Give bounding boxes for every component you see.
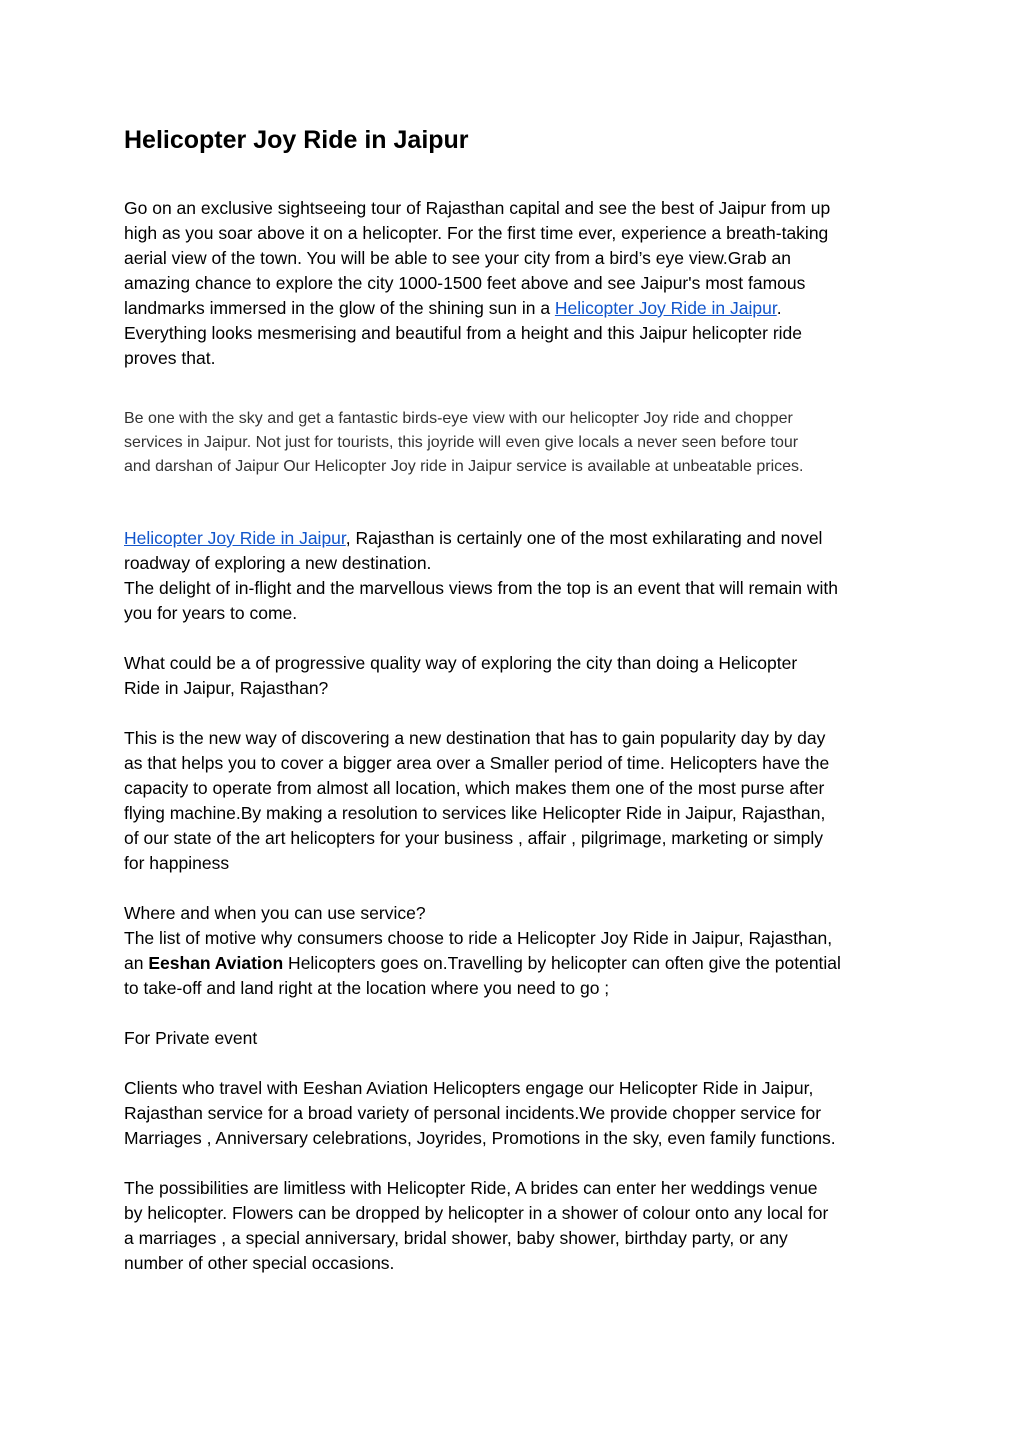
intro-line: amazing chance to explore the city 1000-1500 feet above and see Jaipur's most famous: [124, 273, 806, 293]
clients-line: Clients who travel with Eeshan Aviation Helicopters engage our Helicopter Ride in Jaipur,: [124, 1078, 814, 1098]
sky-line: services in Jaipur. Not just for tourists, this joyride will even give locals a never seen before tour: [124, 434, 799, 451]
clients-line: Marriages , Anniversary celebrations, Joyrides, Promotions in the sky, even family functions.: [124, 1128, 836, 1148]
new-way-line: capacity to operate from almost all location, which makes them one of the most purse after: [124, 778, 825, 798]
where-text: Helicopters goes on.Travelling by helicopter can often give the potential: [283, 953, 841, 973]
private-event-line: For Private event: [124, 1028, 258, 1048]
rajasthan-line: [124, 526, 904, 551]
possibilities-line: The possibilities are limitless with Helicopter Ride, A brides can enter her weddings venue: [124, 1178, 818, 1198]
intro-line: proves that.: [124, 348, 216, 368]
sky-line: and darshan of Jaipur Our Helicopter Joy ride in Jaipur service is available at unbeatable prices.: [124, 458, 804, 475]
possibilities-line: by helicopter. Flowers can be dropped by helicopter in a shower of colour onto any local for: [124, 1203, 829, 1223]
sky-line: Be one with the sky and get a fantastic birds-eye view with our helicopter Joy ride and chopper: [124, 410, 793, 427]
page-title: Helicopter Joy Ride in Jaipur: [124, 126, 469, 154]
intro-line: [124, 296, 904, 321]
question-line: Ride in Jaipur, Rajasthan?: [124, 678, 329, 698]
where-line: Where and when you can use service?: [124, 903, 426, 923]
where-line: to take-off and land right at the location where you need to go ;: [124, 978, 610, 998]
question-line: What could be a of progressive quality way of exploring the city than doing a Helicopter: [124, 653, 798, 673]
new-way-line: as that helps you to cover a bigger area over a Smaller period of time. Helicopters have the: [124, 753, 830, 773]
rajasthan-line: roadway of exploring a new destination.: [124, 553, 432, 573]
intro-line: high as you soar above it on a helicopter. For the first time ever, experience a breath-taking: [124, 223, 829, 243]
rajasthan-line: The delight of in-flight and the marvellous views from the top is an event that will remain with: [124, 578, 838, 598]
new-way-line: of our state of the art helicopters for your business , affair , pilgrimage, marketing or simply: [124, 828, 824, 848]
question-paragraph: [124, 651, 904, 701]
helicopter-joy-ride-link[interactable]: Helicopter Joy Ride in Jaipur: [554, 298, 777, 318]
intro-text: .: [776, 298, 782, 318]
intro-paragraph: [124, 196, 904, 371]
new-way-line: for happiness: [124, 853, 230, 873]
where-line: The list of motive why consumers choose to ride a Helicopter Joy Ride in Jaipur, Rajasthan,: [124, 928, 833, 948]
rajasthan-line: you for years to come.: [124, 603, 298, 623]
private-event-heading: [124, 1026, 904, 1051]
where-paragraph: [124, 901, 904, 1001]
intro-line: aerial view of the town. You will be able to see your city from a bird’s eye view.Grab an: [124, 248, 791, 268]
new-way-line: flying machine.By making a resolution to services like Helicopter Ride in Jaipur, Rajasthan,: [124, 803, 826, 823]
rajasthan-text: , Rajasthan is certainly one of the most exhilarating and novel: [345, 528, 823, 548]
possibilities-line: number of other special occasions.: [124, 1253, 395, 1273]
company-name: Eeshan Aviation: [148, 953, 284, 973]
clients-paragraph: [124, 1076, 904, 1151]
where-line: [124, 951, 904, 976]
possibilities-line: a marriages , a special anniversary, bridal shower, baby shower, birthday party, or any: [124, 1228, 788, 1248]
intro-line: Everything looks mesmerising and beautiful from a height and this Jaipur helicopter ride: [124, 323, 802, 343]
helicopter-joy-ride-link[interactable]: Helicopter Joy Ride in Jaipur: [124, 528, 346, 548]
intro-line: Go on an exclusive sightseeing tour of Rajasthan capital and see the best of Jaipur from up: [124, 198, 831, 218]
new-way-paragraph: [124, 726, 904, 876]
clients-line: Rajasthan service for a broad variety of personal incidents.We provide chopper service for: [124, 1103, 822, 1123]
new-way-line: This is the new way of discovering a new destination that has to gain popularity day by day: [124, 728, 826, 748]
sky-paragraph: [124, 407, 904, 479]
possibilities-paragraph: [124, 1176, 904, 1276]
rajasthan-paragraph: [124, 526, 904, 626]
intro-text: landmarks immersed in the glow of the shining sun in a: [124, 298, 555, 318]
where-text: an: [124, 953, 149, 973]
